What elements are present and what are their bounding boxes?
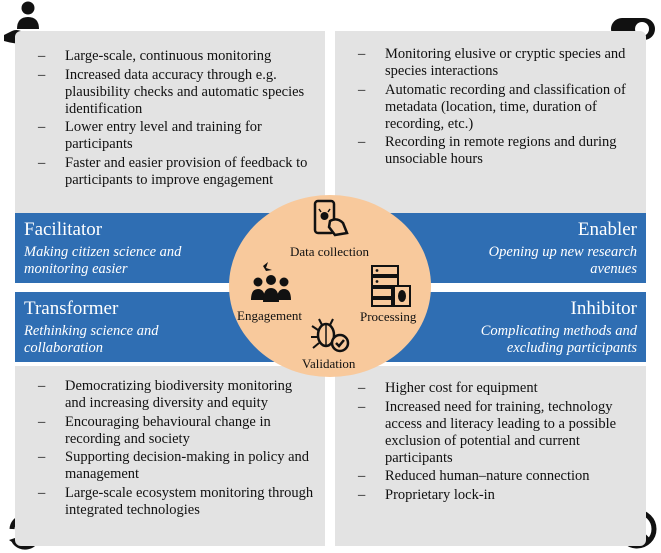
list-item: – Large-scale ecosystem monitoring through integrated technologies [38,484,314,518]
facilitator-title: Facilitator [24,219,103,240]
transformer-subtitle: Rethinking science and collaboration [24,323,159,356]
server-bug-icon [370,264,412,308]
engagement-label: Engagement [237,308,302,323]
list-item: – Supporting decision-making in policy and management [38,449,310,482]
smartphone-bug-icon [309,199,351,239]
facilitator-subtitle: Making citizen science and monitoring easier [24,244,182,277]
facilitator-list [15,48,315,190]
users-group-icon [248,260,294,306]
list-item: – Reduced human–nature connection [358,468,590,484]
list-item: – Recording in remote regions and during unsociable hours [358,134,617,167]
enabler-subtitle: Opening up new research avenues [488,244,637,277]
transformer-title: Transformer [24,298,119,319]
list-item: – Large-scale, continuous monitoring [38,48,272,64]
enabler-list [335,46,635,170]
list-item: – Higher cost for equipment [358,380,538,396]
validation-label: Validation [302,356,356,371]
list-item: – Monitoring elusive or cryptic species and species interactions [358,46,626,79]
list-item: – Increased need for training, technology access and literacy leading to a possible exclusion of potential and current participants [358,398,617,466]
list-item: – Lower entry level and training for participants [38,119,262,152]
list-item: – Increased data accuracy through e.g. plausibility checks and automatic species identification [38,66,305,117]
processing-label: Processing [360,309,417,324]
inhibitor-list [335,380,635,505]
list-item: – Democratizing biodiversity monitoring and increasing diversity and equity [38,378,293,411]
enabler-title: Enabler [577,219,637,240]
list-item: – Encouraging behavioural change in recording and society [38,413,271,447]
inhibitor-subtitle: Complicating methods and excluding participants [480,323,637,356]
bug-check-icon [309,315,351,355]
transformer-list [15,378,315,520]
inhibitor-title: Inhibitor [570,298,637,319]
data-collection-label: Data collection [290,244,370,259]
list-item: – Proprietary lock-in [358,486,495,503]
list-item: – Automatic recording and classification of metadata (location, time, duration of recording, etc.) [358,81,626,132]
list-item: – Faster and easier provision of feedback to participants to improve engagement [38,154,308,188]
